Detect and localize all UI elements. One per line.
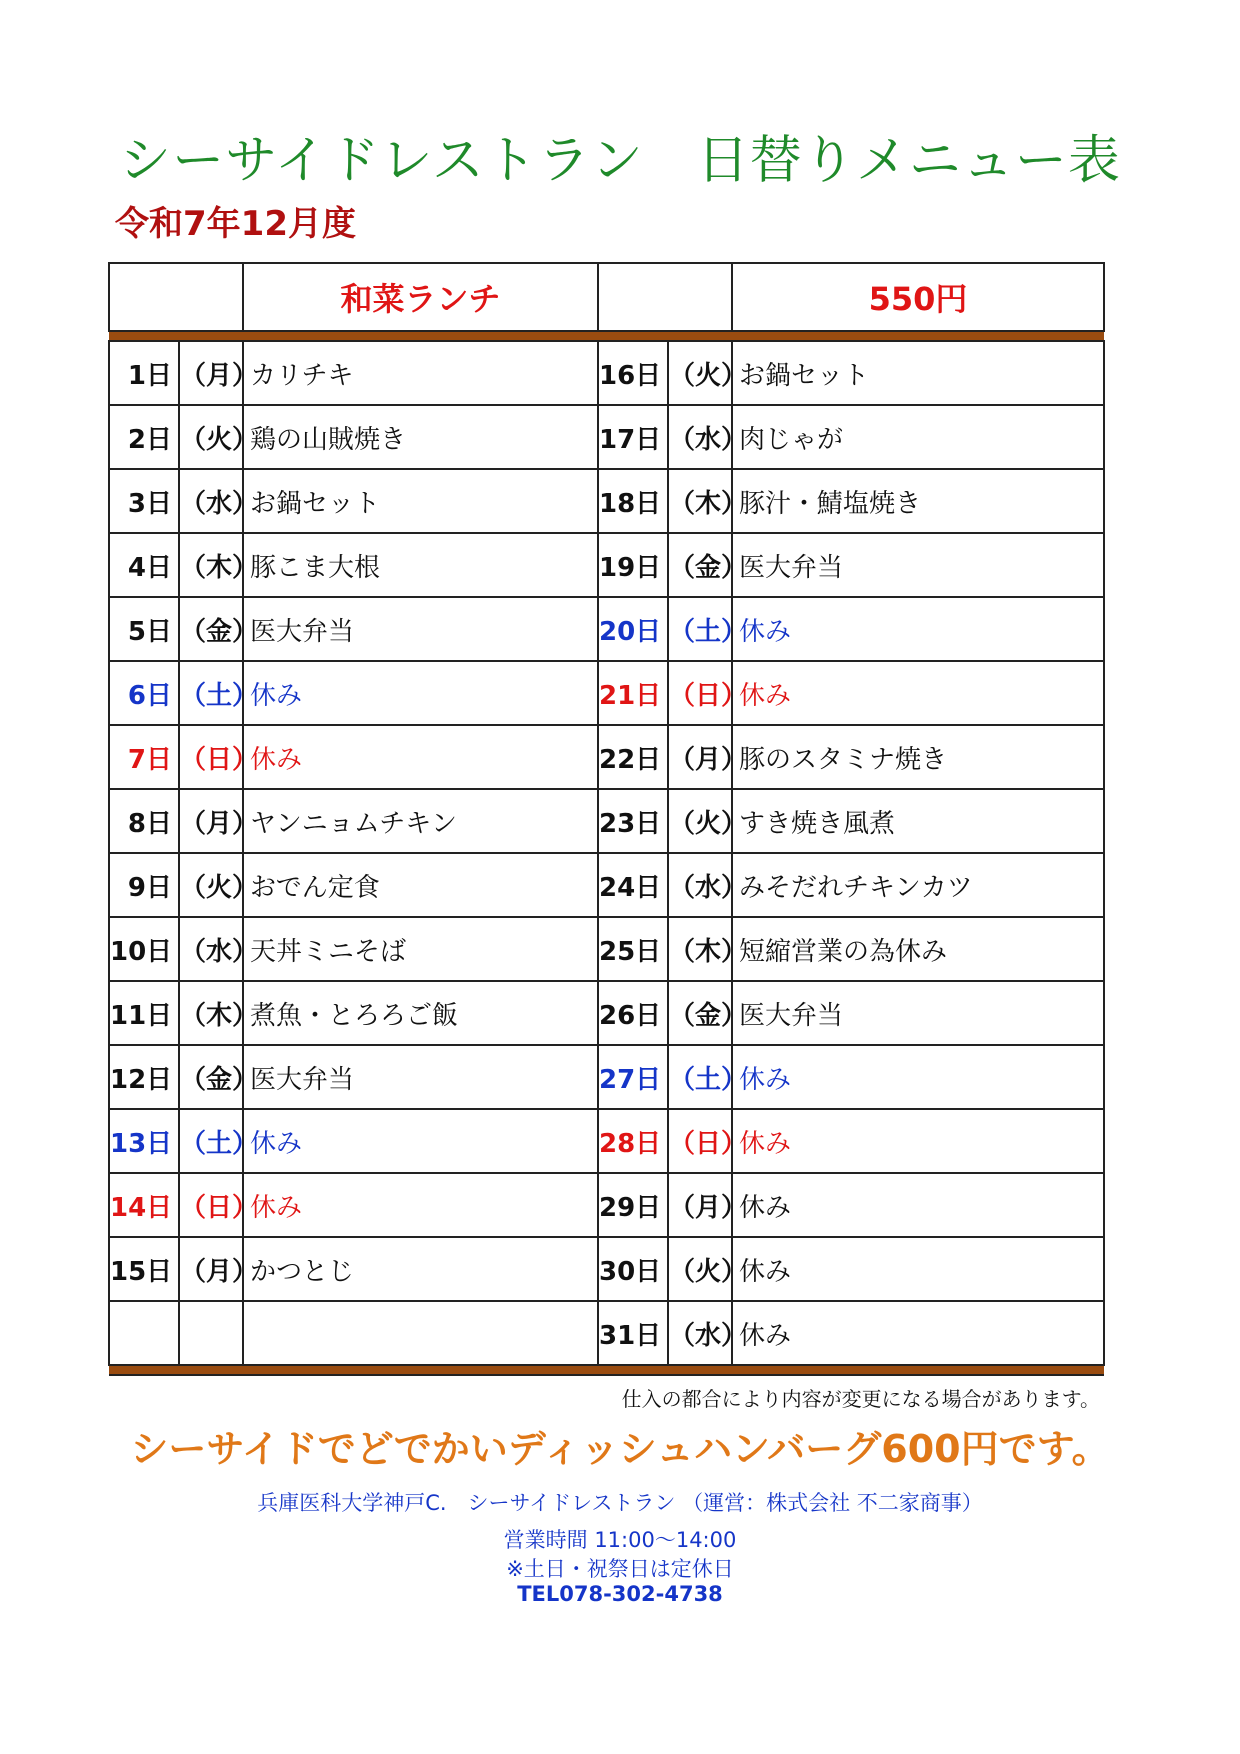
menu-item-cell: 休み	[732, 661, 1104, 725]
menu-item-cell: お鍋セット	[732, 341, 1104, 405]
menu-item-cell: お鍋セット	[243, 469, 598, 533]
day-cell: 20日	[598, 597, 668, 661]
day-cell: 22日	[598, 725, 668, 789]
separator-bar-bottom	[109, 1365, 1104, 1375]
menu-item-cell: 医大弁当	[732, 981, 1104, 1045]
table-row	[109, 661, 1104, 725]
header-blank-left	[109, 263, 243, 331]
menu-item-cell: 豚のスタミナ焼き	[732, 725, 1104, 789]
menu-item-cell: 肉じゃが	[732, 405, 1104, 469]
weekday-cell: （月）	[179, 789, 243, 853]
day-cell: 27日	[598, 1045, 668, 1109]
weekday-cell	[179, 1301, 243, 1365]
footer-closed-days: ※土日・祝祭日は定休日	[506, 1557, 734, 1581]
weekday-cell: （水）	[179, 917, 243, 981]
table-row	[109, 725, 1104, 789]
day-cell: 24日	[598, 853, 668, 917]
day-cell: 8日	[109, 789, 179, 853]
promo-banner: シーサイドでどでかいディッシュハンバーグ600円です。	[130, 1427, 1110, 1471]
day-cell: 4日	[109, 533, 179, 597]
menu-item-cell: 煮魚・とろろご飯	[243, 981, 598, 1045]
weekday-cell: （金）	[668, 533, 732, 597]
table-row	[109, 533, 1104, 597]
weekday-cell: （火）	[179, 405, 243, 469]
day-cell: 26日	[598, 981, 668, 1045]
menu-item-cell: 休み	[732, 1173, 1104, 1237]
menu-item-cell: 休み	[732, 1301, 1104, 1365]
table-row	[109, 1109, 1104, 1173]
menu-item-cell: 休み	[732, 1045, 1104, 1109]
table-row	[109, 981, 1104, 1045]
weekday-cell: （水）	[179, 469, 243, 533]
weekday-cell: （土）	[668, 597, 732, 661]
day-cell: 30日	[598, 1237, 668, 1301]
menu-item-cell	[243, 1301, 598, 1365]
menu-item-cell: 休み	[732, 597, 1104, 661]
day-cell: 31日	[598, 1301, 668, 1365]
weekday-cell: （金）	[179, 597, 243, 661]
weekday-cell: （火）	[668, 789, 732, 853]
day-cell: 25日	[598, 917, 668, 981]
day-cell: 1日	[109, 341, 179, 405]
menu-item-cell: 休み	[243, 725, 598, 789]
menu-item-cell: みそだれチキンカツ	[732, 853, 1104, 917]
price-header: 550円	[732, 263, 1104, 331]
weekday-cell: （金）	[668, 981, 732, 1045]
menu-item-cell: ヤンニョムチキン	[243, 789, 598, 853]
menu-item-cell: 豚こま大根	[243, 533, 598, 597]
menu-item-cell: 休み	[243, 1173, 598, 1237]
menu-item-cell: 天丼ミニそば	[243, 917, 598, 981]
menu-item-cell: 鶏の山賊焼き	[243, 405, 598, 469]
menu-item-cell: すき焼き風煮	[732, 789, 1104, 853]
table-row	[109, 405, 1104, 469]
day-cell: 14日	[109, 1173, 179, 1237]
day-cell: 15日	[109, 1237, 179, 1301]
menu-item-cell: 医大弁当	[243, 1045, 598, 1109]
menu-item-cell: カリチキ	[243, 341, 598, 405]
day-cell: 16日	[598, 341, 668, 405]
weekday-cell: （日）	[668, 661, 732, 725]
day-cell: 21日	[598, 661, 668, 725]
table-row	[109, 1045, 1104, 1109]
separator-bar-top	[109, 331, 1104, 341]
weekday-cell: （木）	[668, 917, 732, 981]
menu-item-cell: 医大弁当	[243, 597, 598, 661]
day-cell: 17日	[598, 405, 668, 469]
menu-item-cell: かつとじ	[243, 1237, 598, 1301]
weekday-cell: （日）	[179, 725, 243, 789]
change-notice: 仕入の都合により内容が変更になる場合があります。	[621, 1387, 1100, 1411]
table-row	[109, 341, 1104, 405]
weekday-cell: （木）	[668, 469, 732, 533]
weekday-cell: （木）	[179, 981, 243, 1045]
menu-item-cell: 豚汁・鯖塩焼き	[732, 469, 1104, 533]
day-cell: 28日	[598, 1109, 668, 1173]
weekday-cell: （土）	[668, 1045, 732, 1109]
table-row	[109, 1301, 1104, 1365]
menu-item-cell: 医大弁当	[732, 533, 1104, 597]
menu-name-header: 和菜ランチ	[243, 263, 598, 331]
weekday-cell: （月）	[668, 725, 732, 789]
menu-item-cell: おでん定食	[243, 853, 598, 917]
footer-operator: 兵庫医科大学神戸C. シーサイドレストラン （運営：株式会社 不二家商事）	[257, 1491, 983, 1515]
day-cell: 13日	[109, 1109, 179, 1173]
weekday-cell: （土）	[179, 661, 243, 725]
menu-item-cell: 休み	[732, 1237, 1104, 1301]
table-row	[109, 917, 1104, 981]
table-row	[109, 469, 1104, 533]
page-title: シーサイドレストラン 日替りメニュー表	[119, 131, 1121, 191]
day-cell: 7日	[109, 725, 179, 789]
weekday-cell: （月）	[179, 341, 243, 405]
weekday-cell: （金）	[179, 1045, 243, 1109]
day-cell: 10日	[109, 917, 179, 981]
menu-table-body	[109, 263, 1104, 1375]
table-row	[109, 1237, 1104, 1301]
day-cell: 11日	[109, 981, 179, 1045]
table-row	[109, 1173, 1104, 1237]
day-cell: 23日	[598, 789, 668, 853]
day-cell	[109, 1301, 179, 1365]
day-cell: 18日	[598, 469, 668, 533]
weekday-cell: （土）	[179, 1109, 243, 1173]
day-cell: 12日	[109, 1045, 179, 1109]
day-cell: 3日	[109, 469, 179, 533]
weekday-cell: （火）	[179, 853, 243, 917]
footer-hours: 営業時間 11:00～14:00	[503, 1528, 737, 1552]
day-cell: 29日	[598, 1173, 668, 1237]
day-cell: 2日	[109, 405, 179, 469]
table-row	[109, 597, 1104, 661]
menu-item-cell: 休み	[243, 661, 598, 725]
weekday-cell: （木）	[179, 533, 243, 597]
day-cell: 19日	[598, 533, 668, 597]
weekday-cell: （水）	[668, 405, 732, 469]
period-label: 令和7年12月度	[115, 204, 356, 244]
weekday-cell: （月）	[179, 1237, 243, 1301]
table-row	[109, 853, 1104, 917]
weekday-cell: （月）	[668, 1173, 732, 1237]
weekday-cell: （水）	[668, 853, 732, 917]
header-blank-mid	[598, 263, 732, 331]
menu-item-cell: 休み	[732, 1109, 1104, 1173]
weekday-cell: （火）	[668, 341, 732, 405]
footer-tel: TEL078-302-4738	[517, 1582, 723, 1606]
table-row	[109, 789, 1104, 853]
table-header-row	[109, 263, 1104, 331]
day-cell: 6日	[109, 661, 179, 725]
menu-table	[108, 262, 1105, 1376]
weekday-cell: （日）	[668, 1109, 732, 1173]
menu-item-cell: 短縮営業の為休み	[732, 917, 1104, 981]
weekday-cell: （日）	[179, 1173, 243, 1237]
day-cell: 5日	[109, 597, 179, 661]
weekday-cell: （火）	[668, 1237, 732, 1301]
weekday-cell: （水）	[668, 1301, 732, 1365]
menu-item-cell: 休み	[243, 1109, 598, 1173]
day-cell: 9日	[109, 853, 179, 917]
